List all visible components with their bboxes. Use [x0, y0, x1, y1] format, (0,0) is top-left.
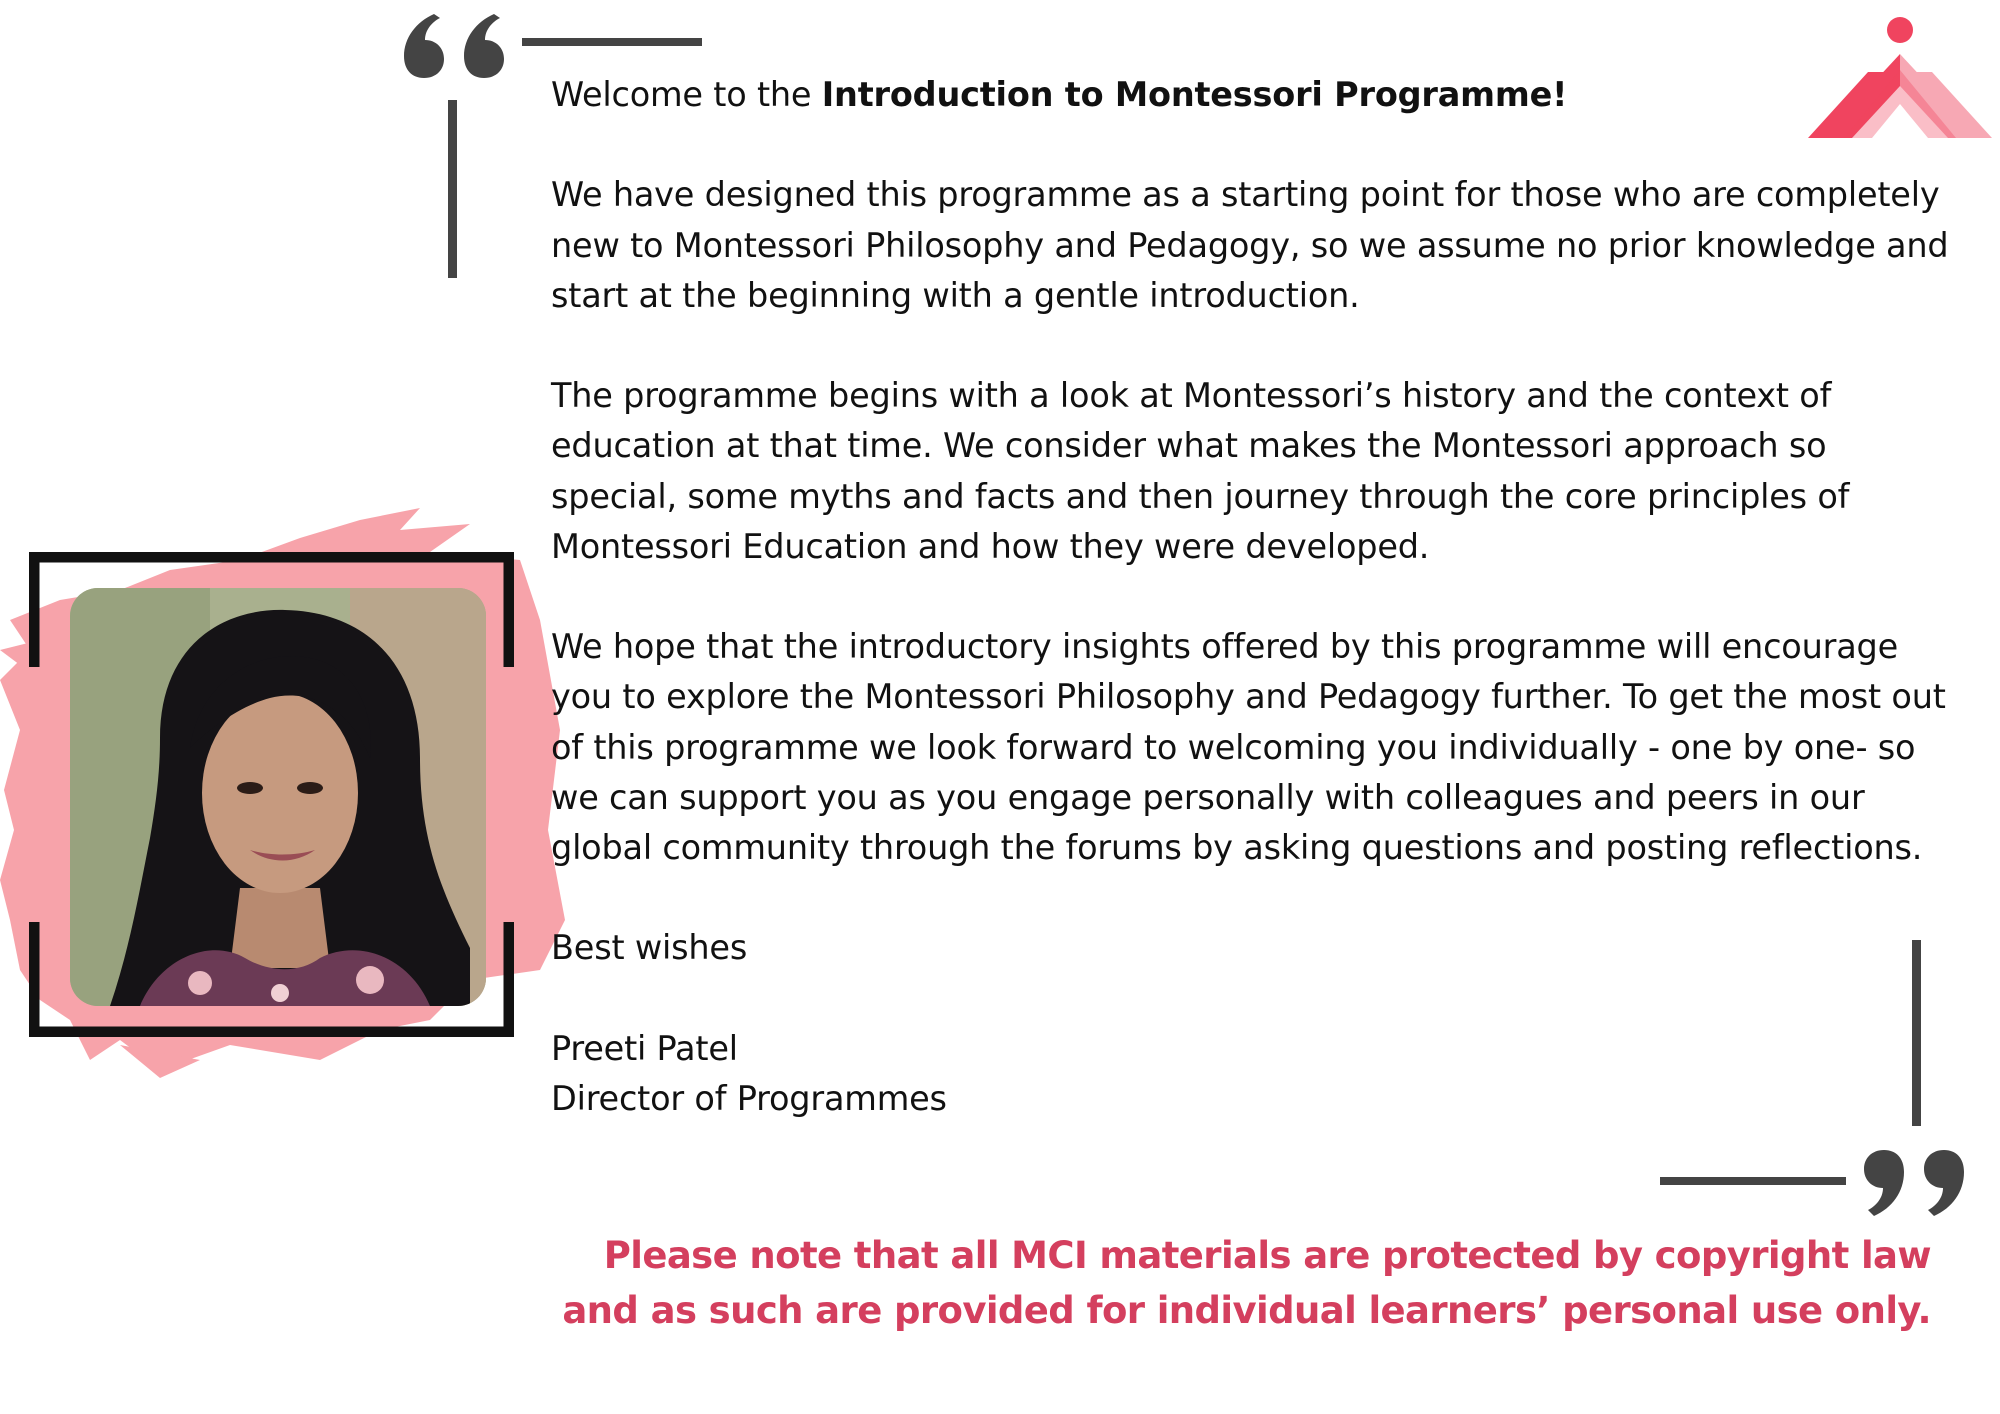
programme-title: Introduction to Montessori Programme!: [821, 75, 1568, 114]
signature-name: Preeti Patel: [551, 1028, 738, 1068]
welcome-line: Welcome to the Introduction to Montessori Programme!: [551, 75, 1568, 114]
bottom-rule: [1660, 1177, 1846, 1185]
welcome-letter: [551, 70, 1951, 1124]
copyright-notice: [551, 1228, 1931, 1338]
top-rule: [522, 38, 702, 46]
closing: Best wishes: [551, 928, 748, 968]
paragraph-hope: We hope that the introductory insights offered by this programme will encourage you to explore the Montessori Philosophy and Pedagogy further. To get the most out of this programme we look forward to welcoming you individually - one by one- so we can support you as you engage personally with colleagues and peers in our global community through the forums by asking questions and posting reflections.: [551, 627, 1946, 867]
paragraph-intro: We have designed this programme as a starting point for those who are completely new to Montessori Philosophy and Pedagogy, so we assume no prior knowledge and start at the beginning with a gentle introduction.: [551, 175, 1949, 315]
left-rule: [448, 100, 457, 278]
paragraph-history: The programme begins with a look at Montessori’s history and the context of education at that time. We consider what makes the Montessori approach so special, some myths and facts and then journey through the core principles of Montessori Education and how they were developed.: [551, 376, 1850, 566]
signature-role: Director of Programmes: [551, 1078, 947, 1118]
copyright-notice-line-1: Please note that all MCI materials are protected by copyright law: [603, 1234, 1931, 1277]
copyright-notice-line-2: and as such are provided for individual learners’ personal use only.: [562, 1289, 1931, 1332]
open-quote-icon: [398, 10, 508, 80]
close-quote-icon: [1860, 1140, 1970, 1220]
photo-frame: [29, 552, 514, 1037]
